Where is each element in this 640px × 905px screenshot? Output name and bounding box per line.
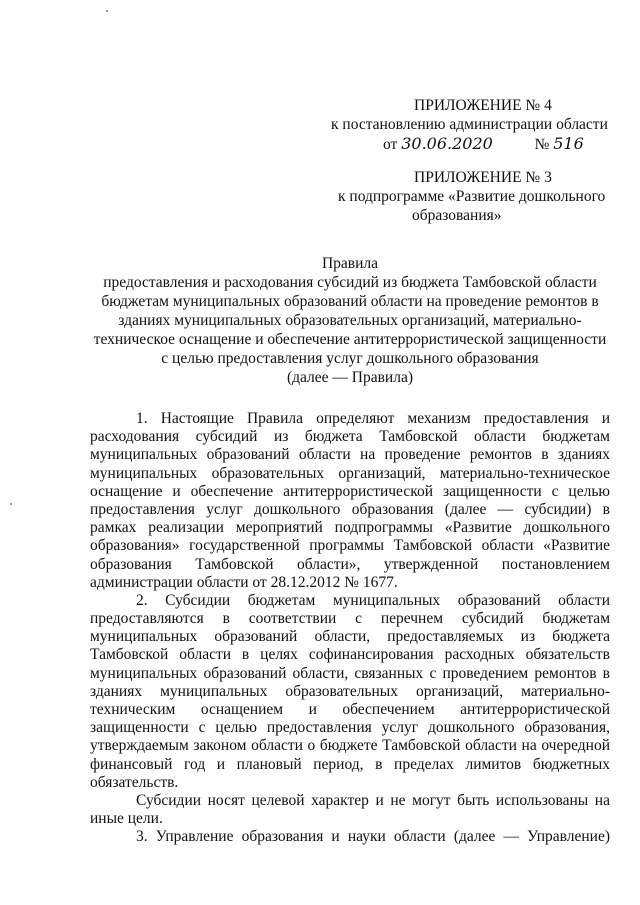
- appendix-3-reference-line2: образования»: [412, 207, 502, 224]
- text-line: зданиях муниципальных образовательных организаций, материально-: [90, 682, 610, 700]
- title-line: с целью предоставления услуг дошкольного образования: [161, 350, 539, 367]
- text-line: оснащение и обеспечение антитеррористической защищенности с целью: [90, 482, 610, 500]
- title-line: зданиях муниципальных образовательных организаций, материально-: [118, 312, 582, 329]
- title-line: техническое оснащение и обеспечение антитеррористической защищенности: [93, 331, 607, 348]
- title-line: Правила: [321, 255, 379, 272]
- handwritten-date: 30.06.2020: [401, 134, 493, 153]
- text-line: расходования субсидий из бюджета Тамбовской области бюджетам: [90, 428, 610, 446]
- paragraph-3: [90, 792, 610, 828]
- number-prefix: №: [534, 136, 550, 153]
- paragraph-1: [90, 410, 610, 592]
- text-line: утверждаемым законом области о бюджете Тамбовской области на очередной: [90, 737, 610, 755]
- text-line: иные цели.: [90, 810, 163, 828]
- title-line: бюджетам муниципальных образований области на проведение ремонтов в: [101, 293, 599, 310]
- text-line: муниципальных образовательных организаций, материально-техническое: [90, 464, 610, 482]
- appendix-3-title: ПРИЛОЖЕНИЕ № 3: [414, 169, 552, 186]
- title-line: (далее — Правила): [286, 369, 414, 386]
- paragraph-2: [90, 592, 610, 792]
- text-line: 2. Субсидии бюджетам муниципальных образований области: [136, 591, 610, 609]
- text-line: образования Тамбовской области», утвержденной постановлением: [90, 555, 610, 573]
- paragraph-4: [90, 828, 610, 846]
- text-line: образования» государственной программы Тамбовской области «Развитие: [90, 537, 610, 555]
- document-body: [90, 410, 610, 847]
- appendix-3-reference-line1: к подпрограмме «Развитие дошкольного: [338, 188, 606, 205]
- text-line: техническим оснащением и обеспечением антитеррористической: [90, 701, 610, 718]
- text-line: 1. Настоящие Правила определяют механизм предоставления и: [136, 410, 610, 427]
- text-line: администрации области от 28.12.2012 № 1677.: [90, 573, 398, 591]
- text-line: Субсидии носят целевой характер и не могут быть использованы на: [136, 791, 610, 809]
- scan-speck: [10, 503, 12, 505]
- date-prefix: от: [383, 136, 398, 153]
- text-line: предоставляются в соответствии с перечнем субсидий бюджетам: [90, 610, 610, 628]
- appendix-4-reference: к постановлению администрации области: [331, 116, 608, 133]
- text-line: муниципальных образований области, связанных с проведением ремонтов в: [90, 664, 610, 682]
- text-line: обязательств.: [90, 773, 179, 791]
- text-line: защищенности с целью предоставления услуг дошкольного образования,: [90, 719, 610, 737]
- appendix-4-title: ПРИЛОЖЕНИЕ № 4: [414, 97, 552, 114]
- title-line: предоставления и расходования субсидий из бюджета Тамбовской области: [103, 274, 597, 291]
- scan-speck: [106, 10, 108, 12]
- text-line: Тамбовской области в целях софинансирования расходных обязательств: [90, 646, 610, 664]
- text-line: финансовый год и плановый период, в пределах лимитов бюджетных: [90, 755, 610, 773]
- text-line: муниципальных образований области на проведение ремонтов в зданиях: [90, 446, 610, 464]
- text-line: рамках реализации мероприятий подпрограммы «Развитие дошкольного: [90, 519, 610, 537]
- text-line: муниципальных образований области, предоставляемых из бюджета: [90, 628, 610, 646]
- text-line: предоставления услуг дошкольного образования (далее — субсидии) в: [90, 500, 610, 518]
- document-title: [90, 254, 610, 387]
- handwritten-number: 516: [553, 134, 584, 153]
- decree-date-number: [383, 134, 584, 154]
- text-line: 3. Управление образования и науки области (далее — Управление): [136, 828, 610, 846]
